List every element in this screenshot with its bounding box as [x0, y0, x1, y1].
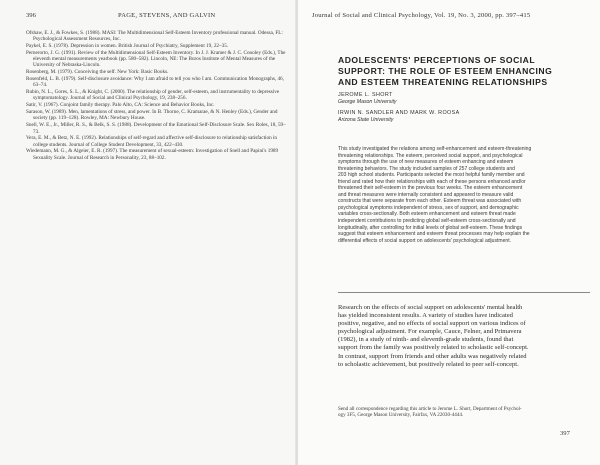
body-line: psychological adjustment. For example, Cauce, Felner, and Primavera [338, 328, 522, 336]
right-page [298, 0, 600, 465]
abstract-line: and threat measures were internally consistent and appeared to measure valid [338, 191, 514, 198]
body-line: positive, negative, and no effects of social support on various indices of [338, 320, 526, 328]
title-line: AND ESTEEM THREATENING RELATIONSHIPS [338, 77, 548, 87]
abstract-line: symptoms through the use of new measures of esteem enhancing and esteem [338, 159, 514, 166]
author-name: JEROME L. SHORT [338, 92, 393, 98]
left-page [0, 0, 296, 465]
abstract-line: suggest that esteem enhancement and esteem threat processes may help explain the [338, 231, 530, 238]
correspondence-footnote [338, 406, 590, 419]
footnote-line: ogy 3F5, George Mason University, Fairfax, VA 22030-4444. [338, 412, 464, 419]
reference-entry: Vera, E. M., & Betz, N. E. (1992). Relationships of self-regard and affective self-disclosure to relationship satisfaction in college students. Journal of College Student Development, 33, 422–430. [26, 135, 277, 148]
abstract-line: 203 high school students. Participants selected the most helpful family member and [338, 172, 525, 179]
journal-running-head: Journal of Social and Clinical Psychology, Vol. 19, No. 3, 2000, pp. 397–415 [312, 12, 531, 19]
author-affiliation: Arizona State University [338, 117, 394, 123]
reference-list [26, 30, 286, 162]
reference-entry: Sarason, W. (1989). Men, lamentations of stress, and power. In B. Thorne, C. Kramarae, & N. Henley (Eds.), Gender and society (pp. 119–128). Rowley, MA: Newbury House. [26, 109, 278, 122]
reference-entry: Rosenfeld, L. B. (1979). Self-disclosure avoidance: Why I am afraid to tell you who I am. Communication Monographs, 46, 63–74. [26, 76, 284, 89]
author-block [338, 92, 588, 128]
body-line: support from the family was positively related to scholastic self-concept. [338, 344, 529, 352]
body-line: Research on the effects of social support on adolescents' mental health [338, 304, 523, 311]
reference-entry: Pernerorto, J. G. (1991). Review of the Multidimensional Self-Esteem Inventory. In J. J. Kramer & J. C. Conoley (Eds.), The eleventh mental measurements yearbook (pp. 580–582). Lincoln, NE: The Buros Institute of Mental Measures of the University of Nebraska-Lincoln. [26, 49, 286, 69]
left-page-number: 396 [26, 12, 36, 19]
abstract-line: threatened their self-esteem in the previous four weeks. The esteem enhancement [338, 185, 523, 192]
reference-entry: Ofshaw, E. J., & Fowkes, S. (1988). MASI: The Multidimensional Self-Esteem Inventory professional manual. Odessa, FL: Psychological Assessment Resources, Inc. [26, 30, 283, 43]
abstract-line: friend and rated how their relationships with each of these persons enhanced and/or [338, 178, 526, 185]
reference-entry: Wiedemann, M. G., & Algeier, E. R. (1997). The measurement of sexual-esteem: Investigation of Snell and Papini's 1989 Sexuality Scale. Journal of Research in Personality, 23, 88–102. [26, 148, 279, 161]
author-name: IRWIN N. SANDLER AND MARK W. ROOSA [338, 110, 460, 116]
reference-entry: Paykel, E. S. (1978). Depression in women. British Journal of Psychiatry, Supplement 19, 22–35. [26, 43, 229, 50]
abstract-line: variables cross-sectionally. Both esteem enhancement and esteem threat made [338, 211, 516, 218]
article-title [338, 55, 590, 88]
section-divider [338, 292, 590, 293]
right-page-number: 397 [560, 430, 570, 437]
body-line: In contrast, support from friends and other adults was negatively related [338, 352, 527, 360]
body-line: to scholastic achievement, but positively related to peer self-concept. [338, 360, 519, 368]
reference-entry: Rosenberg, M. (1979). Conceiving the self. New York: Basic Books. [26, 69, 169, 76]
reference-entry: Satir, V. (1967). Conjoint family therapy. Palo Alto, CA: Science and Behavior Books, Inc. [26, 102, 215, 109]
abstract-line: longitudinally, after controlling for initial levels of global self-esteem. These findings [338, 224, 523, 231]
author-affiliation: George Mason University [338, 99, 397, 105]
body-line: has yielded inconsistent results. A variety of studies have indicated [338, 312, 513, 320]
title-line: SUPPORT: THE ROLE OF ESTEEM ENHANCING [338, 66, 553, 76]
abstract-line: psychological symptoms independent of stress, sex of support, and demographic [338, 204, 519, 211]
body-line: (1982), in a study of ninth- and eleventh-grade students, found that [338, 336, 514, 344]
abstract-line: independent contributions to predicting global self-esteem cross-sectionally and [338, 218, 516, 225]
abstract-line: threatening behaviors. The study included samples of 257 college students and [338, 165, 515, 172]
left-running-head: PAGE, STEVENS, AND GALVIN [118, 12, 216, 19]
reference-entry: Snell, W. E., Jr., Miller, R. S., & Belk, S. S. (1988). Development of the Emotional Self-Disclosure Scale. Sex Roles, 18, 59–73. [26, 122, 286, 135]
title-line: ADOLESCENTS' PERCEPTIONS OF SOCIAL [338, 55, 536, 65]
abstract-line: This study investigated the relations among self-enhancement and esteem-threatening [338, 146, 532, 152]
abstract [338, 146, 590, 244]
reference-entry: Rubin, N. L., Gores, S. L., & Knight, C. (2000). The relationship of gender, self-esteem, and instrumentality to depressive symptomatology. Journal of Social and Clinical Psychology, 19, 238–256. [26, 89, 280, 102]
abstract-line: threatening relationships. The esteem, perceived social support, and psychological [338, 152, 523, 159]
abstract-line: differential effects of social support on adolescents' psychological adjustment. [338, 237, 512, 244]
footnote-line: Send all correspondence regarding this article to Jerome L. Short, Department of Psychol- [338, 406, 522, 412]
body-text [338, 304, 590, 369]
abstract-line: constructs that were separate from each other. Esteem threat was associated with [338, 198, 522, 205]
